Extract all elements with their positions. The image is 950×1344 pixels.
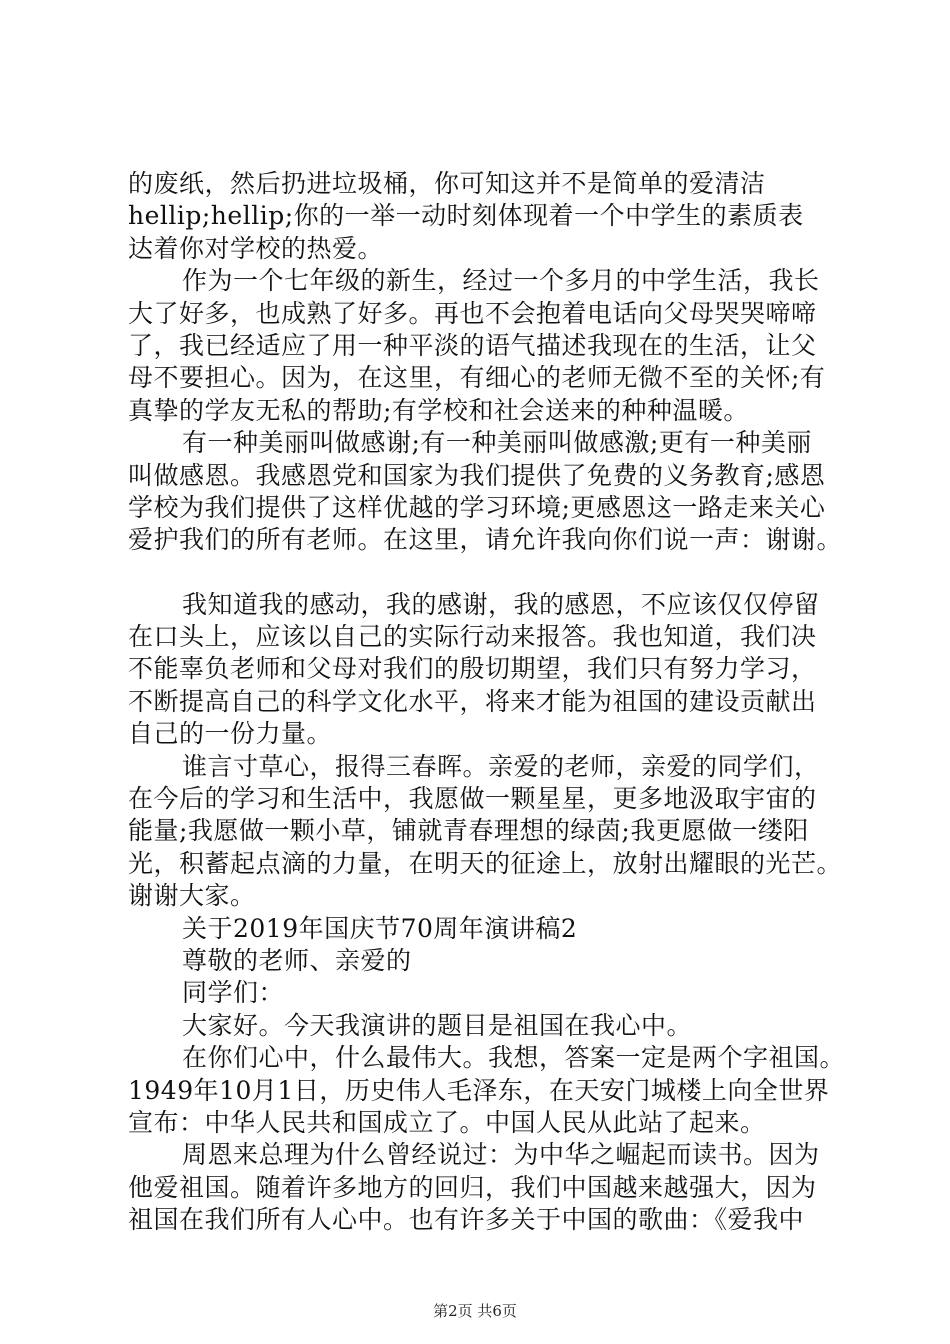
text-line: 1949年10月1日，历史伟人毛泽东，在天安门城楼上向全世界: [128, 1075, 830, 1105]
text-line: 在口头上，应该以自己的实际行动来报答。我也知道，我们决: [128, 622, 817, 652]
text-line: 母不要担心。因为，在这里，有细心的老师无微不至的关怀;有: [128, 363, 826, 393]
text-line: 他爱祖国。随着许多地方的回归，我们中国越来越强大，因为: [128, 1172, 817, 1202]
text-line: 达着你对学校的热爱。: [128, 233, 384, 263]
text-line: 真挚的学友无私的帮助;有学校和社会送来的种种温暖。: [128, 395, 749, 425]
section-heading: 关于2019年国庆节70周年演讲稿2: [182, 913, 578, 943]
text-line: 宣布：中华人民共和国成立了。中国人民从此站了起来。: [128, 1107, 766, 1137]
text-line: 能量;我愿做一颗小草，铺就青春理想的绿茵;我更愿做一缕阳: [128, 816, 809, 846]
text-line: 在今后的学习和生活中，我愿做一颗星星，更多地汲取宇宙的: [128, 784, 817, 814]
text-line: 谢谢大家。: [128, 881, 256, 911]
salutation-line: 同学们：: [182, 978, 285, 1008]
text-line: 爱护我们的所有老师。在这里，请允许我向你们说一声：谢谢。: [128, 525, 843, 555]
page-number-footer: 第2页 共6页: [433, 1302, 517, 1320]
document-body: [128, 168, 848, 1237]
text-line: 叫做感恩。我感恩党和国家为我们提供了免费的义务教育;感恩: [128, 460, 826, 490]
text-line: 在你们心中，什么最伟大。我想，答案一定是两个字祖国。: [182, 1043, 846, 1073]
text-line: hellip;hellip;你的一举一动时刻体现着一个中学生的素质表: [128, 201, 804, 231]
text-line: 谁言寸草心，报得三春晖。亲爱的老师，亲爱的同学们，: [182, 751, 820, 781]
text-line: 自己的一份力量。: [128, 719, 333, 749]
text-line: 祖国在我们所有人心中。也有许多关于中国的歌曲：《爱我中: [128, 1205, 805, 1235]
paragraph-gap: [128, 557, 848, 589]
text-line: 不能辜负老师和父母对我们的殷切期望，我们只有努力学习，: [128, 654, 817, 684]
text-line: 我知道我的感动，我的感谢，我的感恩，不应该仅仅停留: [182, 589, 820, 619]
text-line: 大了好多，也成熟了好多。再也不会抱着电话向父母哭哭啼啼: [128, 298, 817, 328]
text-line: 了，我已经适应了用一种平淡的语气描述我现在的生活，让父: [128, 330, 817, 360]
text-line: 不断提高自己的科学文化水平，将来才能为祖国的建设贡献出: [128, 686, 817, 716]
text-line: 大家好。今天我演讲的题目是祖国在我心中。: [182, 1010, 693, 1040]
text-line: 光，积蓄起点滴的力量，在明天的征途上，放射出耀眼的光芒。: [128, 848, 843, 878]
text-line: 周恩来总理为什么曾经说过：为中华之崛起而读书。因为: [182, 1140, 820, 1170]
text-line: 作为一个七年级的新生，经过一个多月的中学生活，我长: [182, 266, 820, 296]
text-line: 有一种美丽叫做感谢;有一种美丽叫做感激;更有一种美丽: [182, 428, 812, 458]
salutation-line: 尊敬的老师、亲爱的: [182, 945, 412, 975]
text-line: 的废纸，然后扔进垃圾桶，你可知这并不是简单的爱清洁: [128, 169, 766, 198]
text-line: 学校为我们提供了这样优越的学习环境;更感恩这一路走来关心: [128, 492, 826, 522]
